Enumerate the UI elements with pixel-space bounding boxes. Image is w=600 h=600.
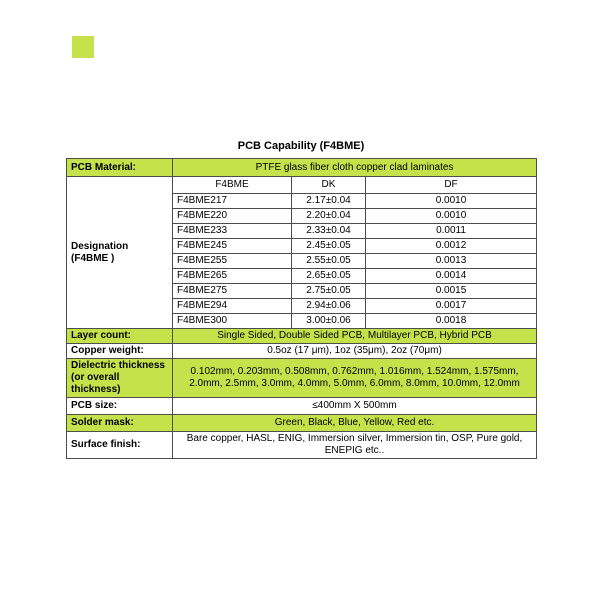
df-cell: 0.0010 xyxy=(366,209,537,224)
designation-label: Designation (F4BME ) xyxy=(67,177,173,329)
spec-row-solder-mask xyxy=(67,415,537,432)
material-row xyxy=(67,159,537,177)
spec-row-pcb-size xyxy=(67,398,537,415)
spec-value: Single Sided, Double Sided PCB, Multilayer PCB, Hybrid PCB xyxy=(173,329,537,344)
dk-cell: 2.45±0.05 xyxy=(292,239,366,254)
dk-cell: 2.55±0.05 xyxy=(292,254,366,269)
dk-cell: 3.00±0.06 xyxy=(292,314,366,329)
spec-value: Bare copper, HASL, ENIG, Immersion silver, Immersion tin, OSP, Pure gold, ENEPIG etc.. xyxy=(173,432,537,459)
designation-name-cell: F4BME220 xyxy=(173,209,292,224)
df-cell: 0.0015 xyxy=(366,284,537,299)
col-header-dk: DK xyxy=(292,177,366,194)
df-cell: 0.0011 xyxy=(366,224,537,239)
pcb-capability-table xyxy=(66,158,537,459)
designation-name-cell: F4BME275 xyxy=(173,284,292,299)
spec-label: Dielectric thickness (or overall thickness) xyxy=(67,359,173,398)
material-label: PCB Material: xyxy=(67,159,173,177)
dk-cell: 2.33±0.04 xyxy=(292,224,366,239)
designation-name-cell: F4BME245 xyxy=(173,239,292,254)
spec-value: ≤400mm X 500mm xyxy=(173,398,537,415)
designation-name-cell: F4BME233 xyxy=(173,224,292,239)
col-header-f4bme: F4BME xyxy=(173,177,292,194)
dk-cell: 2.65±0.05 xyxy=(292,269,366,284)
spec-row-copper-weight xyxy=(67,344,537,359)
df-cell: 0.0018 xyxy=(366,314,537,329)
spec-label: PCB size: xyxy=(67,398,173,415)
page-title: PCB Capability (F4BME) xyxy=(237,140,365,152)
col-header-df: DF xyxy=(366,177,537,194)
spec-value: 0.5oz (17 μm), 1oz (35μm), 2oz (70μm) xyxy=(173,344,537,359)
spec-label: Copper weight: xyxy=(67,344,173,359)
designation-name-cell: F4BME294 xyxy=(173,299,292,314)
dk-cell: 2.94±0.06 xyxy=(292,299,366,314)
df-cell: 0.0010 xyxy=(366,194,537,209)
material-value: PTFE glass fiber cloth copper clad laminates xyxy=(173,159,537,177)
dk-cell: 2.20±0.04 xyxy=(292,209,366,224)
spec-value: Green, Black, Blue, Yellow, Red etc. xyxy=(173,415,537,432)
df-cell: 0.0017 xyxy=(366,299,537,314)
designation-name-cell: F4BME265 xyxy=(173,269,292,284)
spec-label: Solder mask: xyxy=(67,415,173,432)
spec-label: Surface finish: xyxy=(67,432,173,459)
df-cell: 0.0012 xyxy=(366,239,537,254)
designation-name-cell: F4BME255 xyxy=(173,254,292,269)
df-cell: 0.0013 xyxy=(366,254,537,269)
spec-row-layer-count xyxy=(67,329,537,344)
logo-mark xyxy=(72,36,94,58)
df-cell: 0.0014 xyxy=(366,269,537,284)
designation-header-row xyxy=(67,177,537,194)
spec-row-dielectric-thickness xyxy=(67,359,537,398)
spec-label: Layer count: xyxy=(67,329,173,344)
designation-name-cell: F4BME217 xyxy=(173,194,292,209)
spec-row-surface-finish xyxy=(67,432,537,459)
spec-value: 0.102mm, 0.203mm, 0.508mm, 0.762mm, 1.016mm, 1.524mm, 1.575mm, 2.0mm, 2.5mm, 3.0mm, 4.0mm, 5.0mm, 6.0mm, 8.0mm, 10.0mm, 12.0mm xyxy=(173,359,537,398)
designation-name-cell: F4BME300 xyxy=(173,314,292,329)
dk-cell: 2.75±0.05 xyxy=(292,284,366,299)
dk-cell: 2.17±0.04 xyxy=(292,194,366,209)
